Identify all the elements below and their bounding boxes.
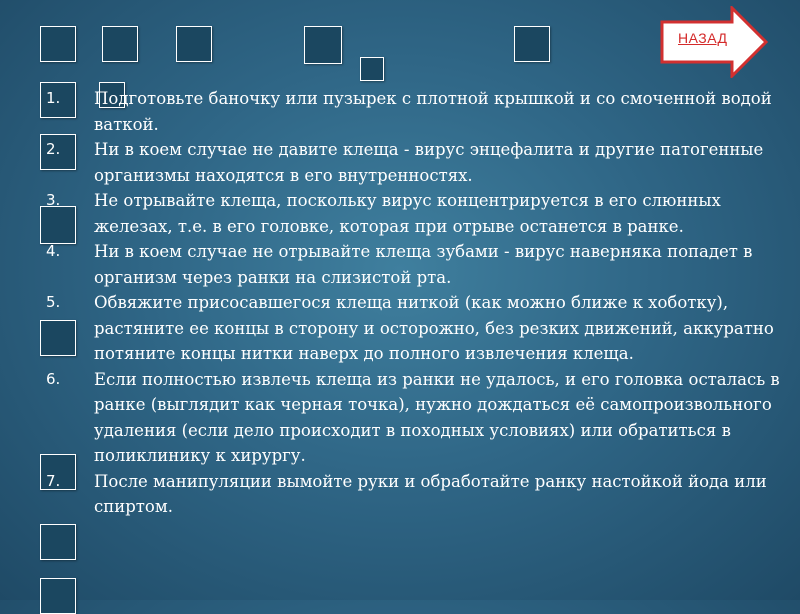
instruction-text: Не отрывайте клеща, поскольку вирус концентрируется в его слюнных железах, т.е. в его головке, которая при отрыве останется в ранке. [94,191,721,236]
instruction-number: 2. [46,140,61,158]
instruction-item [42,367,782,469]
decor-square-top-6 [514,26,550,62]
instruction-item [42,86,782,137]
instruction-text: Подготовьте баночку или пузырек с плотной крышкой и со смоченной водой ваткой. [94,89,772,134]
instruction-number: 4. [46,242,61,260]
instruction-text: Если полностью извлечь клеща из ранки не удалось, и его головка осталась в ранке (выглядит как черная точка), нужно дождаться её самопроизвольного удаления (если дело происходит в походных условиях) или обратиться в поликлинику к хирургу. [94,369,780,465]
instruction-text: Ни в коем случае не давите клеща - вирус энцефалита и другие патогенные организмы находятся в его внутренностях. [94,140,764,185]
decor-square-top-5 [360,57,384,81]
decor-square-left-6 [40,524,76,560]
instruction-item [42,137,782,188]
instruction-number: 1. [46,89,61,107]
back-nav-label[interactable]: НАЗАД [678,30,728,46]
instruction-item [42,188,782,239]
instruction-number: 3. [46,191,61,209]
decor-square-top-4 [304,26,342,64]
decor-square-top-3 [176,26,212,62]
instruction-item [42,239,782,290]
instruction-text: Обвяжите присосавшегося клеща ниткой (как можно ближе к хоботку), растяните ее концы в сторону и осторожно, без резких движений, аккуратно потяните концы нитки наверх до полного извлечения клеща. [94,293,774,363]
instruction-item [42,290,782,367]
decor-square-left-7 [40,578,76,614]
instruction-number: 5. [46,293,61,311]
instructions-list [42,86,782,520]
instruction-text: Ни в коем случае не отрывайте клеща зубами - вирус наверняка попадет в организм через ранки на слизистой рта. [94,242,753,287]
instruction-number: 6. [46,369,61,388]
instruction-text: После манипуляции вымойте руки и обработайте ранку настойкой йода или спиртом. [94,471,767,516]
decor-square-top-2 [102,26,138,62]
instruction-item [42,469,782,520]
back-nav-button[interactable] [660,6,770,78]
instruction-number: 7. [46,471,61,490]
decor-square-top-1 [40,26,76,62]
